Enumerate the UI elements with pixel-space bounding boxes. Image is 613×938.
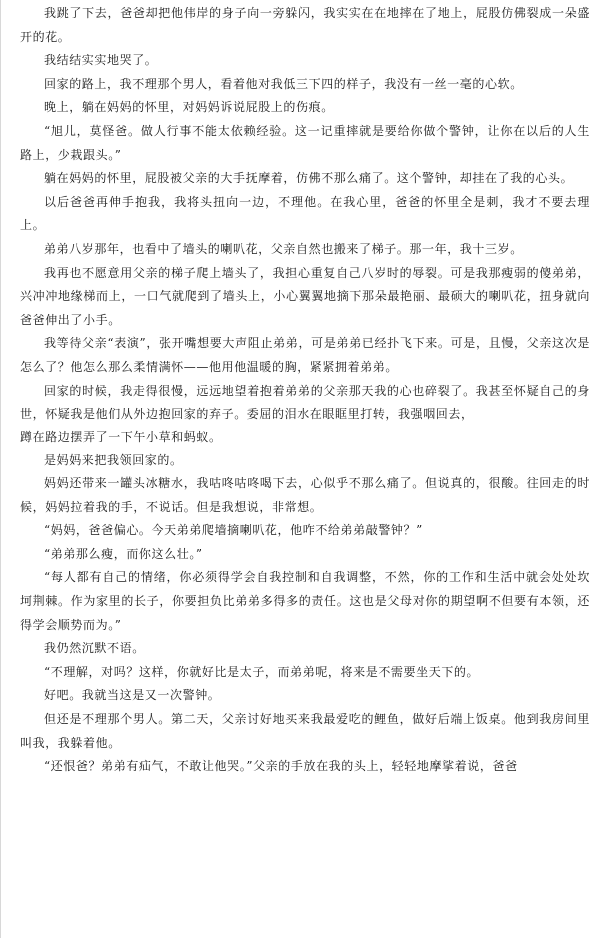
paragraph: 妈妈还带来一罐头冰糖水，我咕咚咕咚喝下去，心似乎不那么痛了。但说真的，很酸。往回走的时候，妈妈拉着我的手，不说话。但是我想说，非常想。 <box>20 476 590 514</box>
paragraph: 是妈妈来把我领回家的。 <box>44 452 183 467</box>
paragraph: 晚上，躺在妈妈的怀里，对妈妈诉说屁股上的伤痕。 <box>44 100 334 115</box>
paragraph: “不理解，对吗？这样，你就好比是太子，而弟弟呢，将来是不需要坐天下的。 <box>44 664 480 679</box>
paragraph: “弟弟那么瘦，而你这么壮。” <box>44 546 203 561</box>
paragraph: 以后爸爸再伸手抱我，我将头扭向一边，不理他。在我心里，爸爸的怀里全是刺，我才不要去理上。 <box>20 194 590 233</box>
paragraph: 我结结实实地哭了。 <box>44 53 158 68</box>
paragraph: 弟弟八岁那年，也看中了墙头的喇叭花，父亲自然也搬来了梯子。那一年，我十三岁。 <box>44 241 523 256</box>
paragraph: 但还是不理那个男人。第二天，父亲讨好地买来我最爱吃的鲤鱼，做好后端上饭桌。他到我房间里叫我，我躲着他。 <box>20 712 590 750</box>
paragraph: “还恨爸？弟弟有疝气，不敢让他哭。”父亲的手放在我的头上，轻轻地摩挲着说，爸爸 <box>44 759 518 774</box>
page-edge-divider <box>0 0 1 938</box>
paragraph: 躺在妈妈的怀里，屁股被父亲的大手抚摩着，仿佛不那么痛了。这个警钟，却挂在了我的心头。 <box>44 171 574 186</box>
paragraph: 我再也不愿意用父亲的梯子爬上墙头了，我担心重复自己八岁时的辱裂。可是我那瘦弱的傻弟弟，兴冲冲地缘梯而上，一口气就爬到了墙头上，小心翼翼地摘下那朵最艳丽、最硕大的喇叭花，扭身就向爸爸伸出了小手。 <box>20 265 590 327</box>
paragraph: 好吧。我就当这是又一次警钟。 <box>44 688 221 703</box>
article-body <box>20 2 590 779</box>
paragraph: 蹲在路边摆弄了一下午小草和蚂蚁。 <box>20 429 222 444</box>
paragraph: 我跳了下去，爸爸却把他伟岸的身子向一旁躲闪，我实实在在地摔在了地上，屁股仿佛裂成一朵盛开的花。 <box>20 6 590 44</box>
paragraph: “妈妈，爸爸偏心。今天弟弟爬墙摘喇叭花，他咋不给弟弟敲警钟？” <box>44 523 423 538</box>
paragraph: “每人都有自己的情绪，你必须得学会自我控制和自我调整，不然，你的工作和生活中就会处处坎坷荆棘。作为家里的长子，你要担负比弟弟多得多的责任。这也是父母对你的期望啊不但要有本领，还得学会顺势而为。” <box>20 570 590 632</box>
paragraph: “旭儿，莫怪爸。做人行事不能太依赖经验。这一记重摔就是要给你做个警钟，让你在以后的人生路上，少栽跟头。” <box>20 123 590 162</box>
paragraph: 回家的路上，我不理那个男人，看着他对我低三下四的样子，我没有一丝一毫的心软。 <box>44 76 523 91</box>
paragraph: 回家的时候，我走得很慢，远远地望着抱着弟弟的父亲那天我的心也碎裂了。我甚至怀疑自己的身世，怀疑我是他们从外边抱回家的弃子。委屈的泪水在眼眶里打转，我强咽回去， <box>20 383 590 421</box>
paragraph: 我等待父亲“表演”，张开嘴想要大声阻止弟弟，可是弟弟已经扑飞下来。可是，且慢，父亲这次是怎么了？他怎么那么柔情满怀——他用他温暖的胸，紧紧拥着弟弟。 <box>20 336 590 374</box>
paragraph: 我仍然沉默不语。 <box>44 641 145 656</box>
